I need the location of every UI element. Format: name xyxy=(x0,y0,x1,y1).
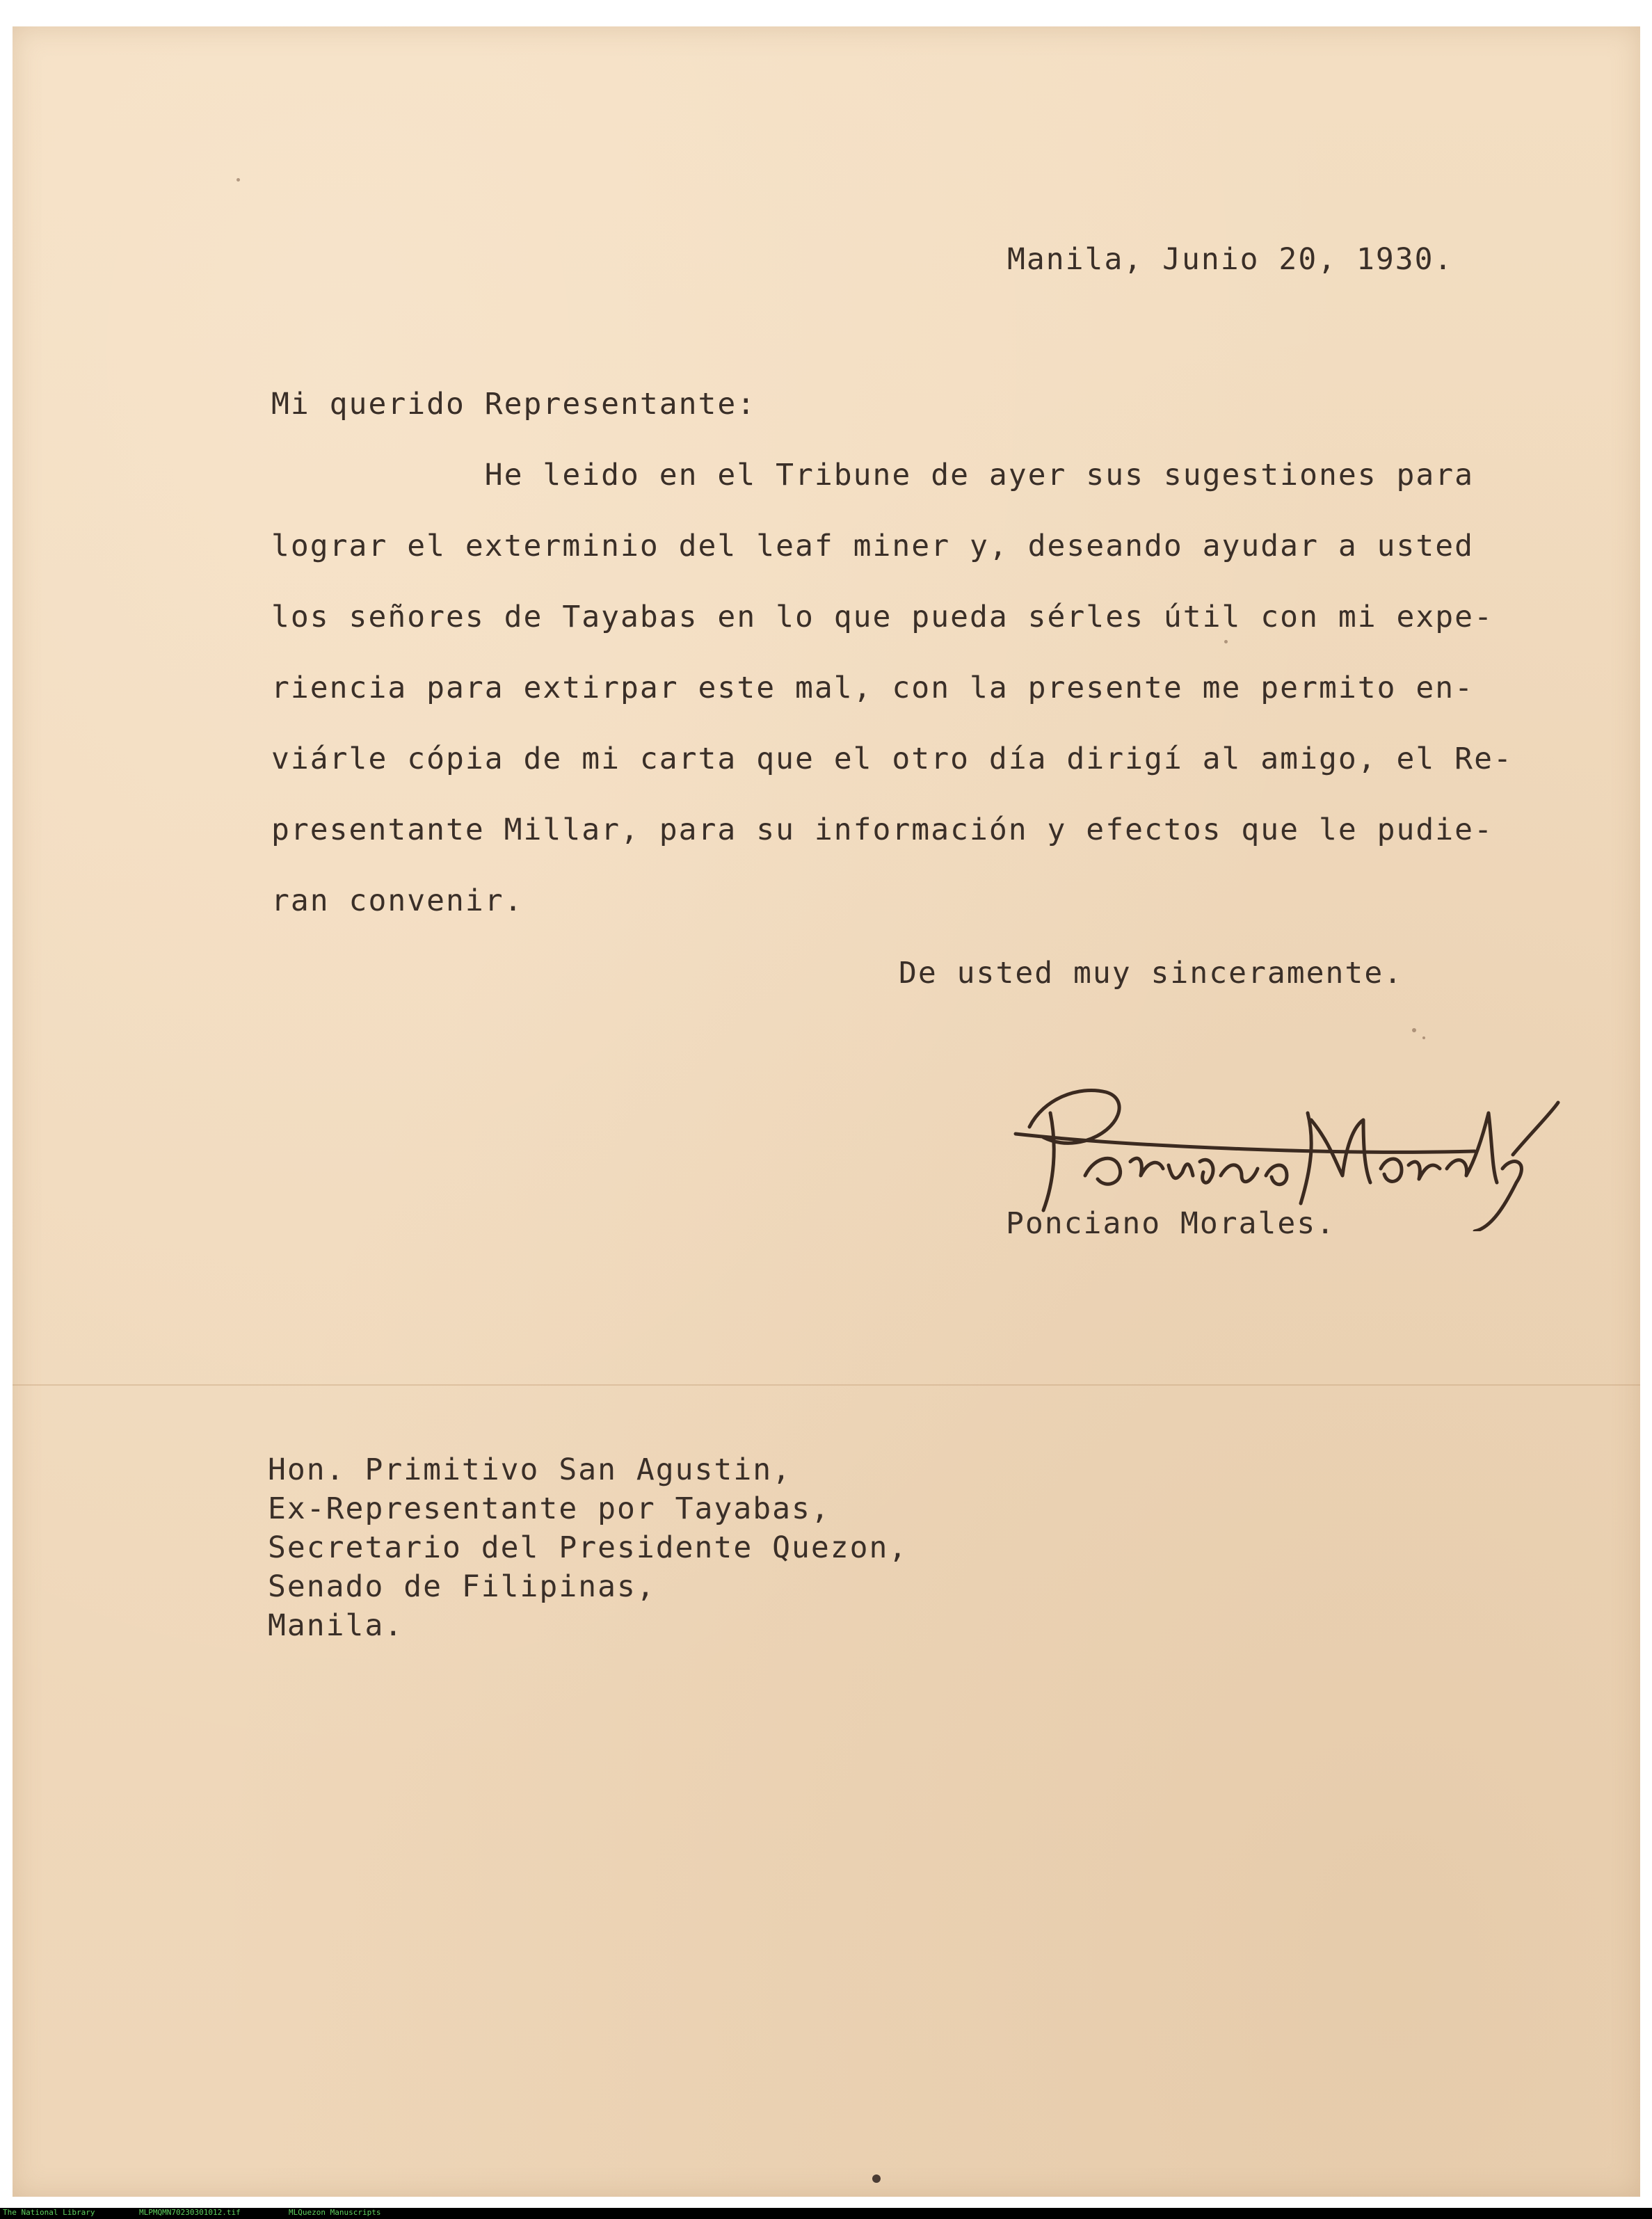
address-line: Hon. Primitivo San Agustin, xyxy=(268,1452,792,1487)
body-line: viárle cópia de mi carta que el otro día dirigí al amigo, el Re- xyxy=(271,742,1513,776)
body-line: riencia para extirpar este mal, con la presente me permito en- xyxy=(271,671,1475,705)
address-line: Manila. xyxy=(268,1608,404,1643)
address-line: Ex-Representante por Tayabas, xyxy=(268,1491,831,1526)
letter-dateline: Manila, Junio 20, 1930. xyxy=(1007,242,1454,277)
body-line: He leido en el Tribune de ayer sus sugestiones para xyxy=(271,458,1475,492)
paper-speck xyxy=(1422,1036,1425,1039)
address-line: Senado de Filipinas, xyxy=(268,1569,656,1604)
footer-file: MLPMQMN70230301012.tif xyxy=(139,2208,241,2217)
address-line: Secretario del Presidente Quezon, xyxy=(268,1530,908,1565)
body-line: presentante Millar, para su información y efectos que le pudie- xyxy=(271,812,1493,847)
footer-library: The National Library xyxy=(3,2208,95,2217)
paper-speck xyxy=(1412,1028,1416,1032)
letter-salutation: Mi querido Representante: xyxy=(271,387,757,422)
letter-closing: De usted muy sinceramente. xyxy=(899,956,1404,991)
body-line: lograr el exterminio del leaf miner y, deseando ayudar a usted xyxy=(271,529,1475,563)
body-line: los señores de Tayabas en lo que pueda sérles útil con mi expe- xyxy=(271,600,1493,634)
paper-hole-mark xyxy=(872,2174,881,2183)
scan-footer-bar xyxy=(0,2208,1652,2219)
signature-text xyxy=(1009,1085,1637,1167)
footer-collection: MLQuezon Manuscripts xyxy=(289,2208,381,2217)
body-line: ran convenir. xyxy=(271,883,524,918)
paper-speck xyxy=(236,178,240,182)
typed-signatory-name: Ponciano Morales. xyxy=(1006,1206,1336,1241)
paper-fold-line xyxy=(13,1384,1640,1386)
paper-speck xyxy=(1224,640,1228,643)
